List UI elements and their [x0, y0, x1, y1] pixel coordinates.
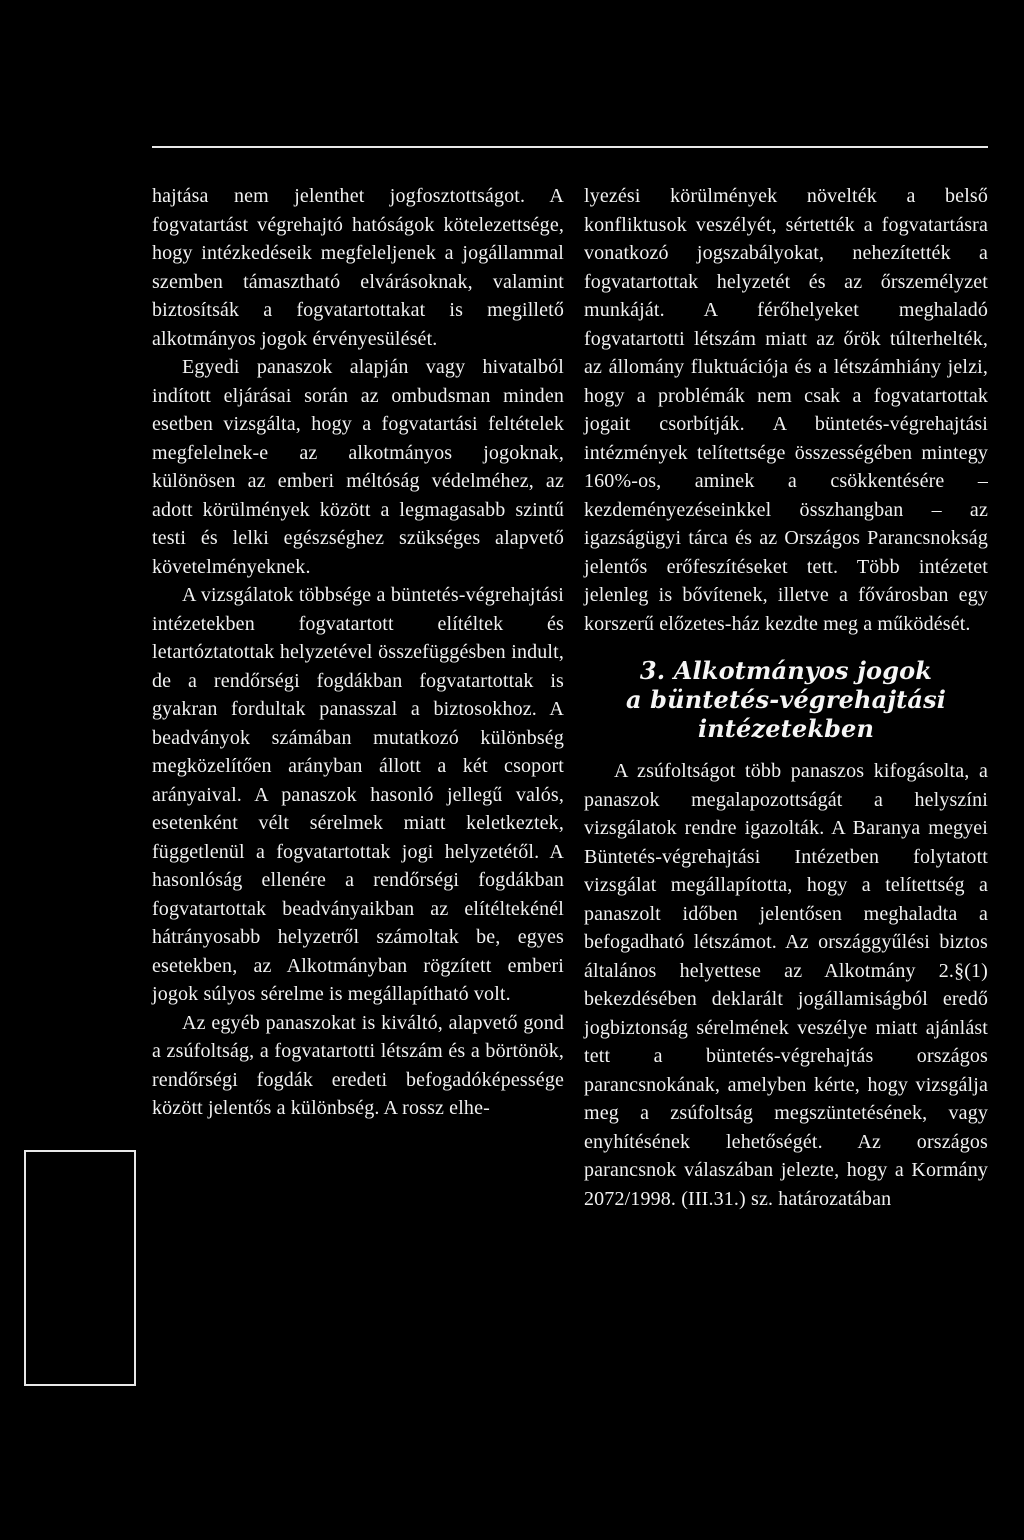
- paragraph-6: A zsúfoltságot több panaszos kifogásolta, a panaszok megalapozottságát a helyszíni vizsgálatok rendre igazolták. A Baranya megyei Büntetés-végrehajtási Intézetben folytatott vizsgálat megállapította, hogy a telítettség a panaszolt időben jelentősen meghaladta a befogadható létszámot. Az országgyűlési biztos általános helyettese az Alkotmány 2.§(1) bekezdésében deklarált jogállamiságból eredő jogbiztonság sérelmének veszélye miatt ajánlást tett a büntetés-végrehajtás országos parancsnokának, amelyben kérte, hogy vizsgálja meg a zsúfoltság megszüntetésének, vagy enyhítésének lehetőségét. Az országos parancsnok válaszában jelezte, hogy a Kormány 2072/1998. (III.31.) sz. határozatában: [584, 760, 988, 1210]
- paragraph-4: Az egyéb panaszokat is kiváltó, alapvető gond a zsúfoltság, a fogvatartotti létszám és a börtönök, rendőrségi fogdák eredeti befogadóképessége között jelentős a különbség. A rossz elhe-: [152, 1011, 564, 1119]
- section-heading-line-1: 3. Alkotmányos jogok: [639, 656, 933, 685]
- section-heading-line-3: intézetekben: [697, 714, 875, 743]
- paragraph-5: lyezési körülmények növelték a belső konfliktusok veszélyét, sértették a fogvatartásra vonatkozó jogszabályokat, nehezítették a fogvatartottak helyzetét és az őrszemélyzet munkáját. A férőhelyeket meghaladó fogvatartotti létszám miatt az őrök túlterhelték, az állomány fluktuációja és a létszámhiány jelzi, hogy a problémák nem csak a fogvatartottak jogait csorbítják. A büntetés-végrehajtási intézmények telítettsége összességében mintegy 160%-os, aminek a csökkentésére – kezdeményezéseinkkel összhangban – az igazságügyi tárca és az Országos Parancsnokság jelentős erőfeszítéseket tett. Több intézetet jelenleg is bővítenek, illetve a fővárosban egy korszerű előzetes-ház kezdte meg a működését.: [584, 185, 988, 635]
- paragraph-2: Egyedi panaszok alapján vagy hivatalból indított eljárásai során az ombudsman minden esetben vizsgálta, hogy a fogvatartási feltételek megfelelnek-e az alkotmányos jogoknak, különösen az emberi méltóság védelméhez, az adott körülmények között a legmagasabb szintű testi és lelki egészséghez szükséges alapvető követelményeknek.: [152, 356, 564, 578]
- margin-box: [24, 1150, 136, 1386]
- section-heading: [584, 656, 988, 743]
- top-rule: [152, 146, 988, 148]
- section-heading-line-2: a büntetés-végrehajtási: [625, 685, 947, 714]
- paragraph-3: A vizsgálatok többsége a büntetés-végrehajtási intézetekben fogvatartott elítéltek és letartóztatottak helyzetével összefüggésben indult, de a rendőrségi fogdákban fogvatartottak is gyakran fordultak panasszal a biztosokhoz. A beadványok számában mutatkozó különbség megközelítően arányban állott a két csoport arányaival. A panaszok hasonló jellegű valós, esetenként vélt sérelmek miatt keletkeztek, függetlenül a fogvatartottak jogi helyzetétől. A hasonlóság ellenére a rendőrségi fogdákban fogvatartottak beadványaikban az elítéltekénél hátrányosabb helyzetről számoltak be, egyes esetekben, az Alkotmányban rögzített emberi jogok súlyos sérelme is megállapítható volt.: [152, 584, 564, 1005]
- left-column: [152, 182, 564, 1123]
- paragraph-1: hajtása nem jelenthet jogfosztottságot. A fogvatartást végrehajtó hatóságok kötelezettsége, hogy intézkedéseik megfeleljenek a jogállammal szemben támasztható elvárásoknak, valamint biztosítsák a fogvatartottakat is megillető alkotmányos jogok érvényesülését.: [152, 185, 564, 350]
- right-column: [584, 182, 988, 1213]
